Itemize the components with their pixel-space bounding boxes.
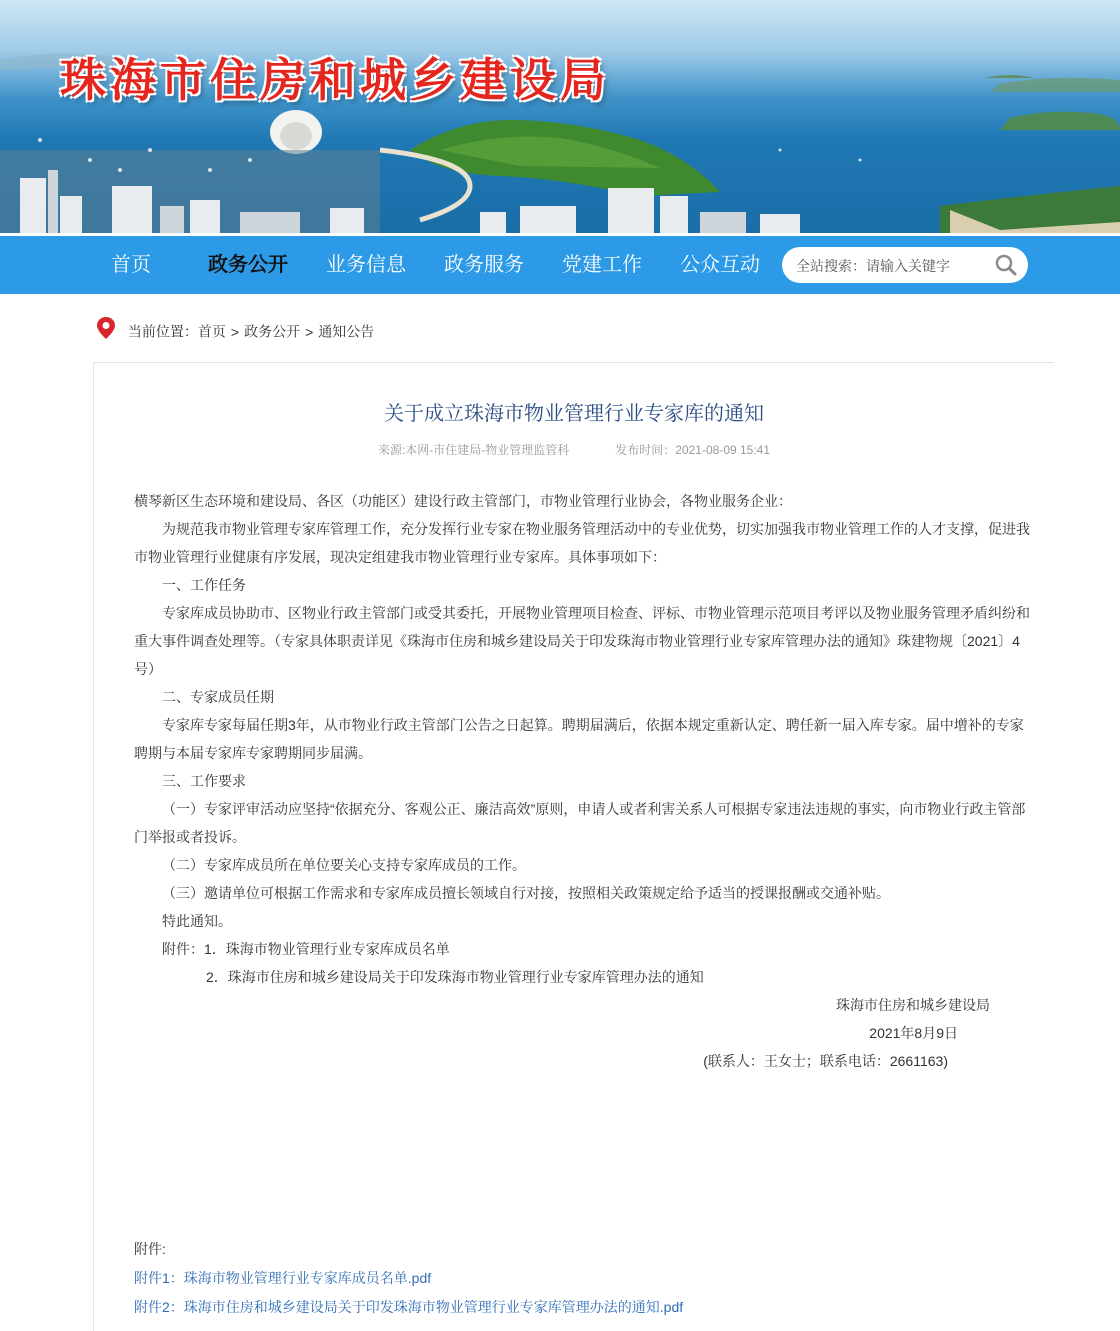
breadcrumb xyxy=(96,316,374,340)
search-input[interactable] xyxy=(794,247,988,285)
breadcrumb-notices[interactable]: 通知公告 xyxy=(318,323,375,340)
nav-party-building[interactable]: 党建工作 xyxy=(562,254,642,276)
location-pin-icon xyxy=(96,316,116,347)
attachment-list-1: 附件：1．珠海市物业管理行业专家库成员名单 xyxy=(162,941,450,957)
article-meta xyxy=(94,441,1054,458)
section-1-text: 专家库成员协助市、区物业行政主管部门或受其委托，开展物业管理项目检查、评标、市物业管理示范项目考评以及物业服务管理矛盾纠纷和重大事件调查处理等。（专家具体职责详见《珠海市住房和城乡建设局关于印发珠海市物业管理行业专家库管理办法的通知》珠建物规〔2021〕4号） xyxy=(134,605,1030,677)
intro-paragraph: 为规范我市物业管理专家库管理工作，充分发挥行业专家在物业服务管理活动中的专业优势，切实加强我市物业管理工作的人才支撑，促进我市物业管理行业健康有序发展，现决定组建我市物业管理行业专家库。具体事项如下： xyxy=(134,521,1030,565)
article-body xyxy=(134,487,1032,1075)
breadcrumb-separator: > xyxy=(230,323,240,340)
closing-text: 特此通知。 xyxy=(162,913,232,929)
breadcrumb-home[interactable]: 首页 xyxy=(197,323,226,340)
main-nav xyxy=(0,236,1120,294)
section-2-text: 专家库专家每届任期3年，从市物业行政主管部门公告之日起算。聘期届满后，依据本规定重新认定、聘任新一届入库专家。届中增补的专家聘期与本届专家库专家聘期同步届满。 xyxy=(134,717,1024,761)
search-icon[interactable] xyxy=(994,253,1018,277)
banner-scenery xyxy=(0,0,1120,233)
breadcrumb-government-affairs[interactable]: 政务公开 xyxy=(244,323,301,340)
site-search xyxy=(782,247,1028,283)
requirement-3: （三）邀请单位可根据工作需求和专家库成员擅长领域自行对接，按照相关政策规定给予适当的授课报酬或交通补贴。 xyxy=(162,885,890,901)
breadcrumb-prefix: 当前位置： xyxy=(127,323,198,340)
breadcrumb-separator: > xyxy=(305,323,314,340)
attachments-header: 附件: xyxy=(134,1241,166,1257)
attachment-list-2: 2．珠海市住房和城乡建设局关于印发珠海市物业管理行业专家库管理办法的通知 xyxy=(206,969,704,985)
requirement-2: （二）专家库成员所在单位要关心支持专家库成员的工作。 xyxy=(162,857,526,873)
section-1-title: 一、工作任务 xyxy=(162,577,246,593)
section-2-title: 二、专家成员任期 xyxy=(162,689,274,705)
header-banner xyxy=(0,0,1120,233)
nav-business-info[interactable]: 业务信息 xyxy=(326,254,406,276)
article-source: 来源:本网-市住建局-物业管理监管科 xyxy=(377,443,570,457)
section-3-title: 三、工作要求 xyxy=(162,773,246,789)
nav-government-services[interactable]: 政务服务 xyxy=(444,254,524,276)
nav-public-interaction[interactable]: 公众互动 xyxy=(680,254,760,276)
article-title: 关于成立珠海市物业管理行业专家库的通知 xyxy=(384,403,764,425)
attachment-downloads xyxy=(134,1235,683,1322)
requirement-1: （一）专家评审活动应坚持“依据充分、客观公正、廉洁高效”原则，申请人或者利害关系人可根据专家违法违规的事实，向市物业行政主管部门举报或者投诉。 xyxy=(134,801,1026,845)
signature-org: 珠海市住房和城乡建设局 xyxy=(836,997,990,1013)
contact-info: (联系人：王女士；联系电话：2661163) xyxy=(703,1053,948,1069)
attachment-link-1[interactable]: 附件1：珠海市物业管理行业专家库成员名单.pdf xyxy=(134,1270,432,1286)
nav-government-affairs[interactable]: 政务公开 xyxy=(208,254,288,276)
nav-home[interactable]: 首页 xyxy=(111,254,151,276)
attachment-link-2[interactable]: 附件2：珠海市住房和城乡建设局关于印发珠海市物业管理行业专家库管理办法的通知.pdf xyxy=(134,1299,684,1315)
site-title: 珠海市住房和城乡建设局 xyxy=(60,55,610,106)
article-panel xyxy=(93,362,1054,1331)
signature-date: 2021年8月9日 xyxy=(869,1025,958,1041)
addressee: 横琴新区生态环境和建设局、各区（功能区）建设行政主管部门，市物业管理行业协会，各物业服务企业： xyxy=(134,493,792,509)
article-publish-time: 发布时间：2021-08-09 15:41 xyxy=(615,443,771,457)
